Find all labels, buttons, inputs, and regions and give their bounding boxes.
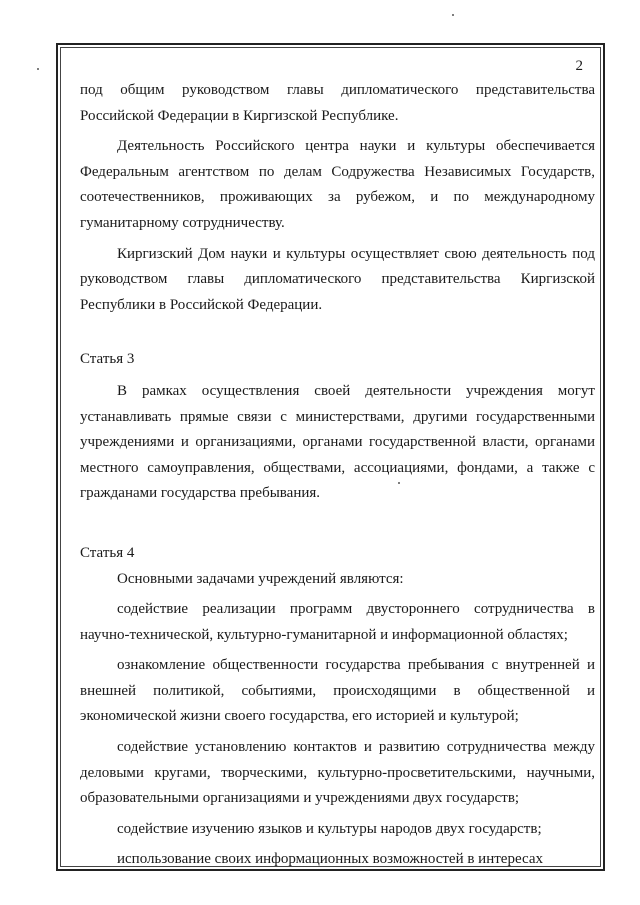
list-item: ознакомление общественности государства пребывания с внутренней и внешней политикой, событиями, происходящими в общественной и экономической жизни своего государства, его историей и культурой;: [80, 657, 595, 725]
list-item: использование своих информационных возможностей в интересах: [117, 851, 543, 868]
article-heading: Статья 3: [80, 351, 135, 368]
document-body: [80, 78, 595, 878]
paragraph: под общим руководством главы дипломатического представительства Российской Федерации в Киргизской Республике.: [80, 82, 595, 124]
article-heading: Статья 4: [80, 544, 135, 561]
paragraph: Основными задачами учреждений являются:: [117, 570, 404, 587]
scan-speck: [37, 68, 39, 70]
list-item: содействие реализации программ двустороннего сотрудничества в научно-технической, культурно-гуманитарной и информационной областях;: [80, 601, 595, 643]
list-item: содействие изучению языков и культуры народов двух государств;: [117, 820, 542, 837]
scan-speck: [452, 14, 454, 16]
paragraph: В рамках осуществления своей деятельности учреждения могут устанавливать прямые связи с министерствами, другими государственными учреждениями и организациями, органами государственной власти, органами местного самоуправления, обществами, ассоциациями, фондами, а также с гражданами государства пребывания.: [80, 382, 595, 502]
paragraph: Киргизский Дом науки и культуры осуществляет свою деятельность под руководством главы дипломатического представительства Киргизской Республики в Российской Федерации.: [80, 245, 595, 313]
list-item: содействие установлению контактов и развитию сотрудничества между деловыми кругами, творческими, культурно-просветительскими, научными, образовательными организациями и учреждениями двух государств;: [80, 739, 595, 807]
page-number: 2: [575, 58, 583, 74]
paragraph: Деятельность Российского центра науки и культуры обеспечивается Федеральным агентством по делам Содружества Независимых Государств, соотечественников, проживающих за рубежом, и по международному гуманитарному сотрудничеству.: [80, 138, 595, 231]
